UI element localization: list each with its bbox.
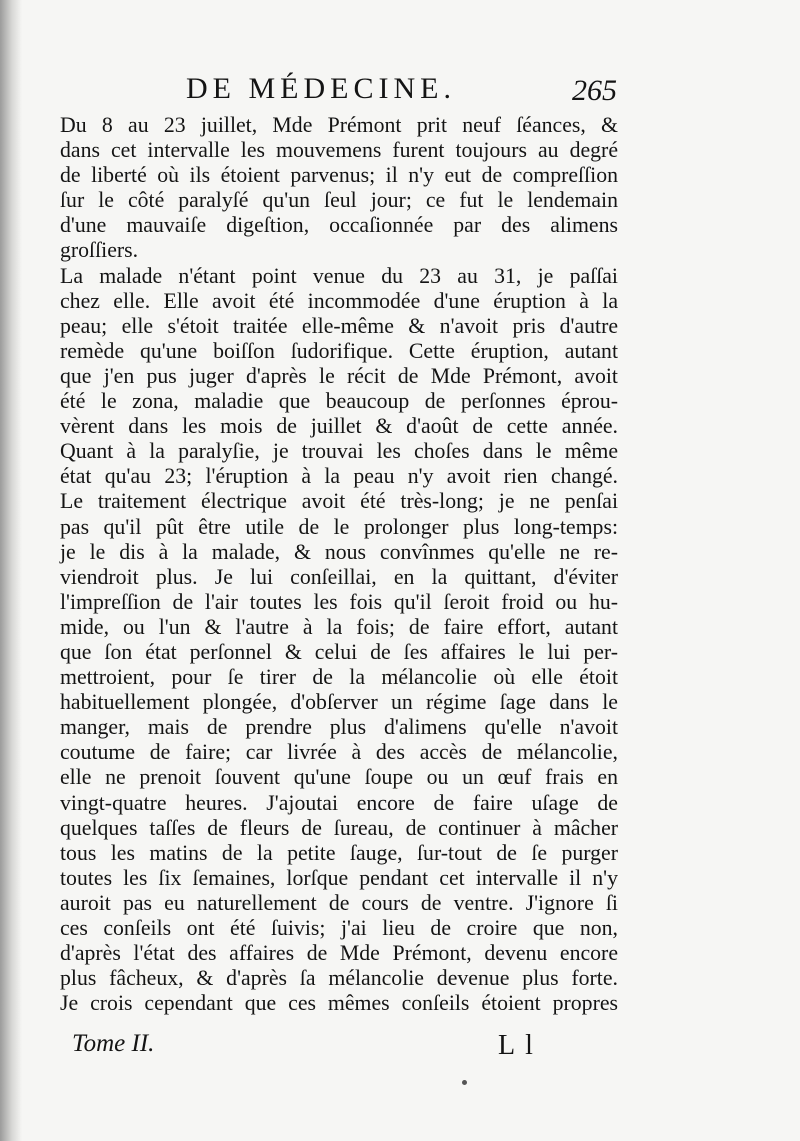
text-line: toutes les ſix ſemaines, lorſque pendant cet intervalle il n'y [60, 865, 618, 890]
signature-mark: L l [498, 1030, 535, 1061]
text-line: d'une mauvaiſe digeſtion, occaſionnée par des alimens [60, 213, 618, 238]
text-line: dans cet intervalle les mouvemens furent toujours au degré [60, 138, 618, 163]
running-head: DE MÉDECINE. [186, 72, 456, 105]
text-line: l'impreſſion de l'air toutes les fois qu'il ſeroit froid ou hu- [60, 589, 618, 614]
binding-shadow [0, 0, 22, 1141]
text-line: pas qu'il pût être utile de le prolonger plus long-temps: [60, 514, 618, 539]
text-line: vèrent dans les mois de juillet & d'août de cette année. [60, 414, 618, 439]
text-line: La malade n'étant point venue du 23 au 31, je paſſai [60, 263, 618, 288]
page-number: 265 [572, 74, 617, 107]
text-line: auroit pas eu naturellement de cours de ventre. J'ignore ſi [60, 890, 618, 915]
text-line: remède qu'une boiſſon ſudorifique. Cette éruption, autant [60, 338, 618, 363]
page-header [0, 72, 800, 112]
ink-speck [462, 1080, 467, 1085]
text-line: de liberté où ils étoient parvenus; il n'y eut de compreſſion [60, 163, 618, 188]
text-line: manger, mais de prendre plus d'alimens qu'elle n'avoit [60, 715, 618, 740]
text-line: quelques taſſes de fleurs de ſureau, de continuer à mâcher [60, 815, 618, 840]
text-line: habituellement plongée, d'obſerver un régime ſage dans le [60, 690, 618, 715]
text-line: Je crois cependant que ces mêmes conſeils étoient propres [60, 991, 618, 1016]
text-line: elle ne prenoit ſouvent qu'une ſoupe ou un œuf frais en [60, 765, 618, 790]
text-line: mide, ou l'un & l'autre à la fois; de faire effort, autant [60, 614, 618, 639]
text-line: Quant à la paralyſie, je trouvai les choſes dans le même [60, 439, 618, 464]
text-line: je le dis à la malade, & nous convînmes qu'elle ne re- [60, 539, 618, 564]
text-line: tous les matins de la petite ſauge, ſur-tout de ſe purger [60, 840, 618, 865]
text-line: coutume de faire; car livrée à des accès de mélancolie, [60, 740, 618, 765]
text-line: vingt-quatre heures. J'ajoutai encore de faire uſage de [60, 790, 618, 815]
text-line: que ſon état perſonnel & celui de ſes affaires le lui per- [60, 639, 618, 664]
text-line: que j'en pus juger d'après le récit de Mde Prémont, avoit [60, 363, 618, 388]
text-line: ſur le côté paralyſé qu'un ſeul jour; ce fut le lendemain [60, 188, 618, 213]
text-line: ces conſeils ont été ſuivis; j'ai lieu de croire que non, [60, 916, 618, 940]
text-line: état qu'au 23; l'éruption à la peau n'y avoit rien changé. [60, 464, 618, 489]
text-line: mettroient, pour ſe tirer de la mélancolie où elle étoit [60, 665, 618, 690]
text-line: d'après l'état des affaires de Mde Prémont, devenu encore [60, 941, 618, 966]
volume-label: Tome II. [72, 1030, 155, 1057]
page-footer [0, 1030, 800, 1066]
text-line: été le zona, maladie que beaucoup de perſonnes éprou- [60, 389, 618, 414]
body-text [60, 113, 618, 1016]
text-line: chez elle. Elle avoit été incommodée d'une éruption à la [60, 288, 618, 313]
text-line: viendroit plus. Je lui conſeillai, en la quittant, d'éviter [60, 564, 618, 589]
text-line: peau; elle s'étoit traitée elle-même & n'avoit pris d'autre [60, 313, 618, 338]
text-line: Du 8 au 23 juillet, Mde Prémont prit neuf ſéances, & [60, 113, 618, 137]
text-line: Le traitement électrique avoit été très-long; je ne penſai [60, 489, 618, 514]
text-line: groſſiers. [60, 238, 139, 263]
text-line: plus fâcheux, & d'après ſa mélancolie devenue plus forte. [60, 966, 618, 991]
